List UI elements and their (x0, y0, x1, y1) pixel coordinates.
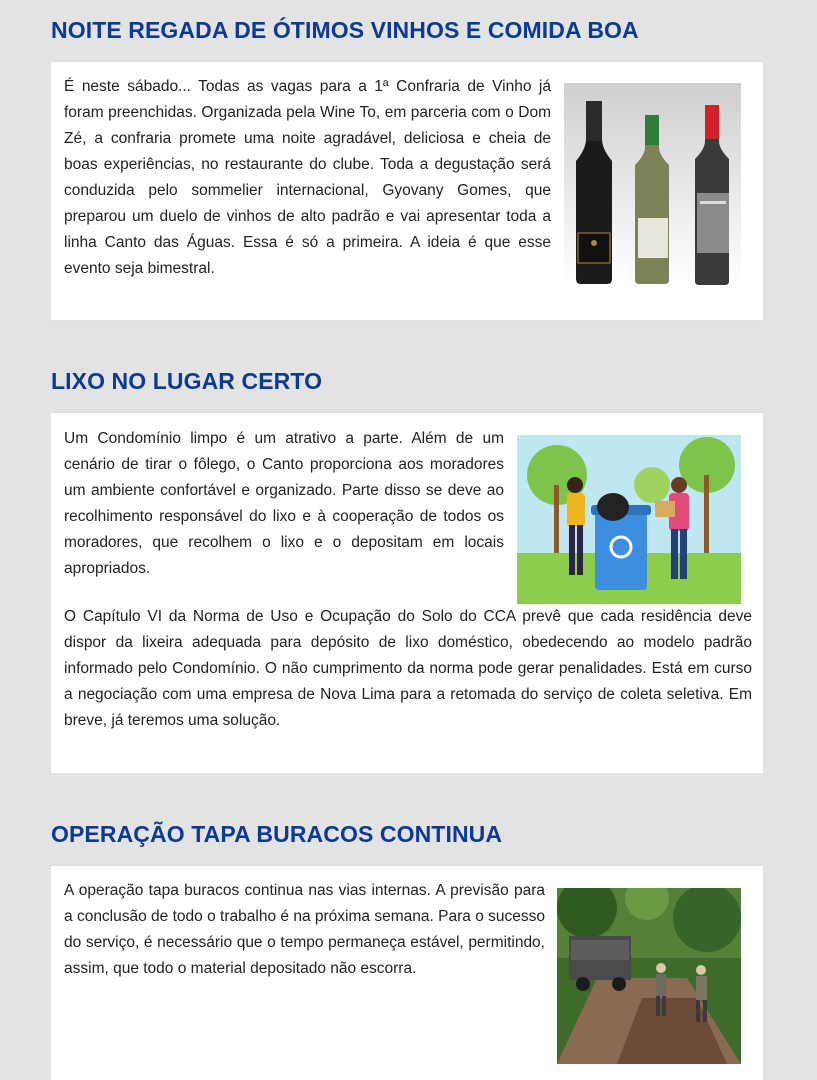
article-text-potholes: A operação tapa buracos continua nas vias internas. A previsão para a conclusão de todo o trabalho é na próxima semana. Para o sucesso do serviço, é necessário que o tempo permaneça estável, permitindo, assim, que todo o material depositado não escorra. (64, 882, 545, 977)
article-text-wines: É neste sábado... Todas as vagas para a 1ª Confraria de Vinho já foram preenchidas. Organizada pela Wine To, em parceria com o Dom Zé, a confraria promete uma noite agradável, deliciosa e cheia de boas experiências, no restaurante do clube. Toda a degustação será conduzida pelo sommelier internacional, Gyovany Gomes, que preparou um duelo de vinhos de alto padrão e vai apresentar toda a linha Canto das Águas. Essa é só a primeira. A ideia é que esse evento seja bimestral. (64, 78, 551, 277)
section-title-potholes: OPERAÇÃO TAPA BURACOS CONTINUA (51, 821, 503, 847)
section-title-trash: LIXO NO LUGAR CERTO (51, 368, 323, 394)
article-card-wines (51, 62, 763, 320)
article-card-trash (51, 413, 763, 773)
article-card-potholes (51, 866, 763, 1080)
article-text-trash-2: O Capítulo VI da Norma de Uso e Ocupação do Solo do CCA prevê que cada residência deve dispor da lixeira adequada para depósito de lixo doméstico, obedecendo ao modelo padrão informado pelo Condomínio. O não cumprimento da norma pode gerar penalidades. Está em curso a negociação com uma empresa de Nova Lima para a retomada do serviço de coleta seletiva. Em breve, já teremos uma solução. (64, 608, 752, 729)
road-repair-photo-image (557, 888, 741, 1064)
wine-bottles-image (564, 83, 741, 286)
article-text-trash-1: Um Condomínio limpo é um atrativo a parte. Além de um cenário de tirar o fôlego, o Canto proporciona aos moradores um ambiente confortável e organizado. Parte disso se deve ao recolhimento responsável do lixo e à cooperação de todos os moradores, que recolhem o lixo e o depositam em locais apropriados. (64, 430, 504, 577)
section-title-wines: NOITE REGADA DE ÓTIMOS VINHOS E COMIDA BOA (51, 17, 639, 43)
recycling-illustration-image (517, 435, 741, 604)
